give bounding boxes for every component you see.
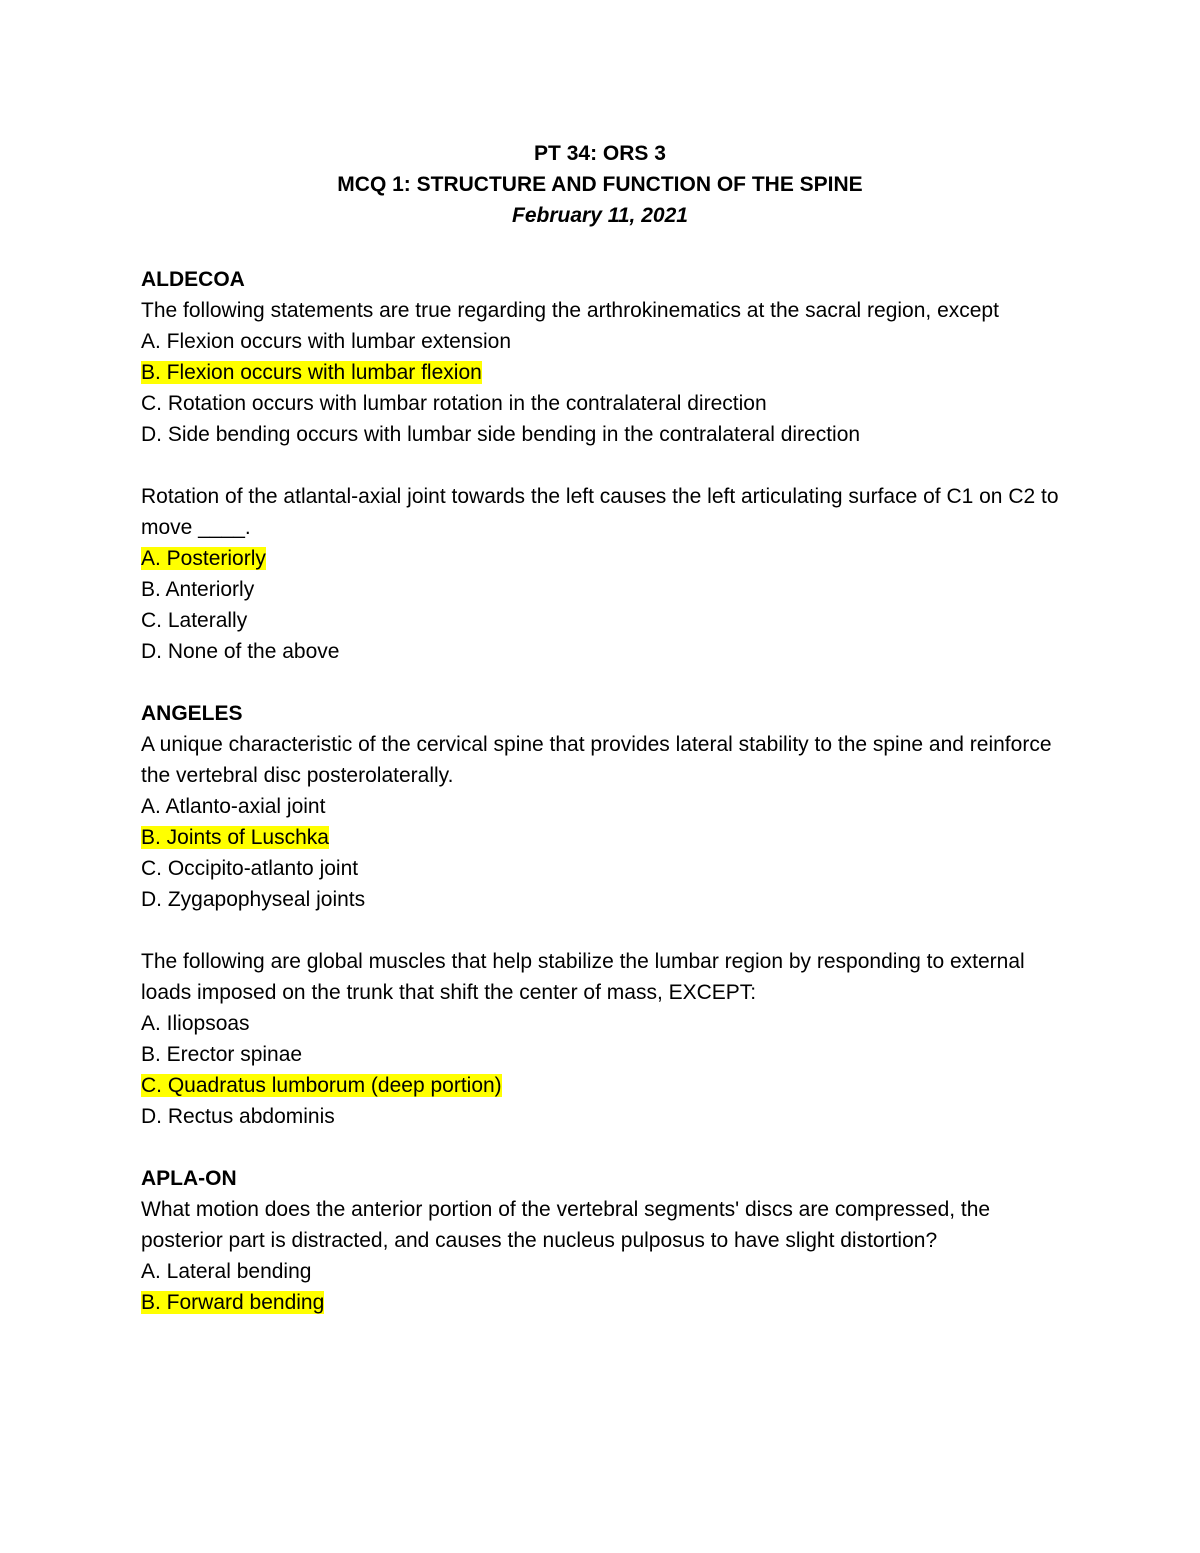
answer-option — [141, 636, 1061, 667]
quiz-title: MCQ 1: STRUCTURE AND FUNCTION OF THE SPINE — [337, 173, 863, 196]
question-stem: What motion does the anterior portion of the vertebral segments' discs are compressed, the posterior part is distracted, and causes the nucleus pulposus to have slight distortion? — [141, 1198, 991, 1252]
answer-option — [141, 1256, 1061, 1287]
option-text: A. Iliopsoas — [141, 1012, 250, 1035]
option-text: C. Rotation occurs with lumbar rotation in the contralateral direction — [141, 392, 767, 415]
option-text: A. Lateral bending — [141, 1260, 312, 1283]
option-text: B. Anteriorly — [141, 578, 255, 601]
answer-option — [141, 884, 1061, 915]
question-list — [141, 264, 1061, 1349]
answer-option — [141, 853, 1061, 884]
option-text: C. Laterally — [141, 609, 248, 632]
contributor-section — [141, 1163, 1061, 1318]
option-text: A. Flexion occurs with lumbar extension — [141, 330, 511, 353]
correct-answer-option — [141, 822, 1061, 853]
question-item — [141, 946, 1061, 1132]
option-text: B. Forward bending — [141, 1291, 325, 1314]
answer-options — [141, 326, 1061, 450]
document-header — [0, 138, 1200, 231]
question-item — [141, 481, 1061, 667]
option-text: B. Erector spinae — [141, 1043, 303, 1066]
question-item — [141, 1194, 1061, 1318]
question-stem: Rotation of the atlantal-axial joint towards the left causes the left articulating surface of C1 on C2 to move ____. — [141, 485, 1059, 539]
option-text: B. Flexion occurs with lumbar flexion — [141, 361, 482, 384]
question-stem: The following are global muscles that help stabilize the lumbar region by responding to external loads imposed on the trunk that shift the center of mass, EXCEPT: — [141, 950, 1025, 1004]
option-text: D. Side bending occurs with lumbar side bending in the contralateral direction — [141, 423, 861, 446]
question-item — [141, 729, 1061, 915]
answer-option — [141, 791, 1061, 822]
option-text: C. Quadratus lumborum (deep portion) — [141, 1074, 502, 1097]
answer-options — [141, 1256, 1061, 1318]
option-text: A. Posteriorly — [141, 547, 266, 570]
answer-option — [141, 326, 1061, 357]
option-text: D. None of the above — [141, 640, 340, 663]
answer-option — [141, 605, 1061, 636]
option-text: D. Rectus abdominis — [141, 1105, 335, 1128]
correct-answer-option — [141, 1070, 1061, 1101]
question-stem: A unique characteristic of the cervical spine that provides lateral stability to the spine and reinforce the vertebral disc posterolaterally. — [141, 733, 1052, 787]
answer-option — [141, 1101, 1061, 1132]
option-text: B. Joints of Luschka — [141, 826, 329, 849]
correct-answer-option — [141, 1287, 1061, 1318]
correct-answer-option — [141, 357, 1061, 388]
answer-option — [141, 388, 1061, 419]
option-text: C. Occipito-atlanto joint — [141, 857, 359, 880]
contributor-name: APLA-ON — [141, 1167, 237, 1190]
answer-option — [141, 1008, 1061, 1039]
question-stem: The following statements are true regarding the arthrokinematics at the sacral region, except — [141, 299, 999, 322]
answer-options — [141, 1008, 1061, 1132]
contributor-section — [141, 264, 1061, 667]
answer-options — [141, 791, 1061, 915]
contributor-section — [141, 698, 1061, 1132]
answer-option — [141, 574, 1061, 605]
answer-option — [141, 419, 1061, 450]
contributor-name: ALDECOA — [141, 268, 245, 291]
quiz-date: February 11, 2021 — [512, 204, 688, 227]
contributor-name: ANGELES — [141, 702, 243, 725]
question-item — [141, 295, 1061, 450]
answer-options — [141, 543, 1061, 667]
option-text: A. Atlanto-axial joint — [141, 795, 326, 818]
option-text: D. Zygapophyseal joints — [141, 888, 366, 911]
course-title: PT 34: ORS 3 — [534, 142, 666, 165]
answer-option — [141, 1039, 1061, 1070]
correct-answer-option — [141, 543, 1061, 574]
